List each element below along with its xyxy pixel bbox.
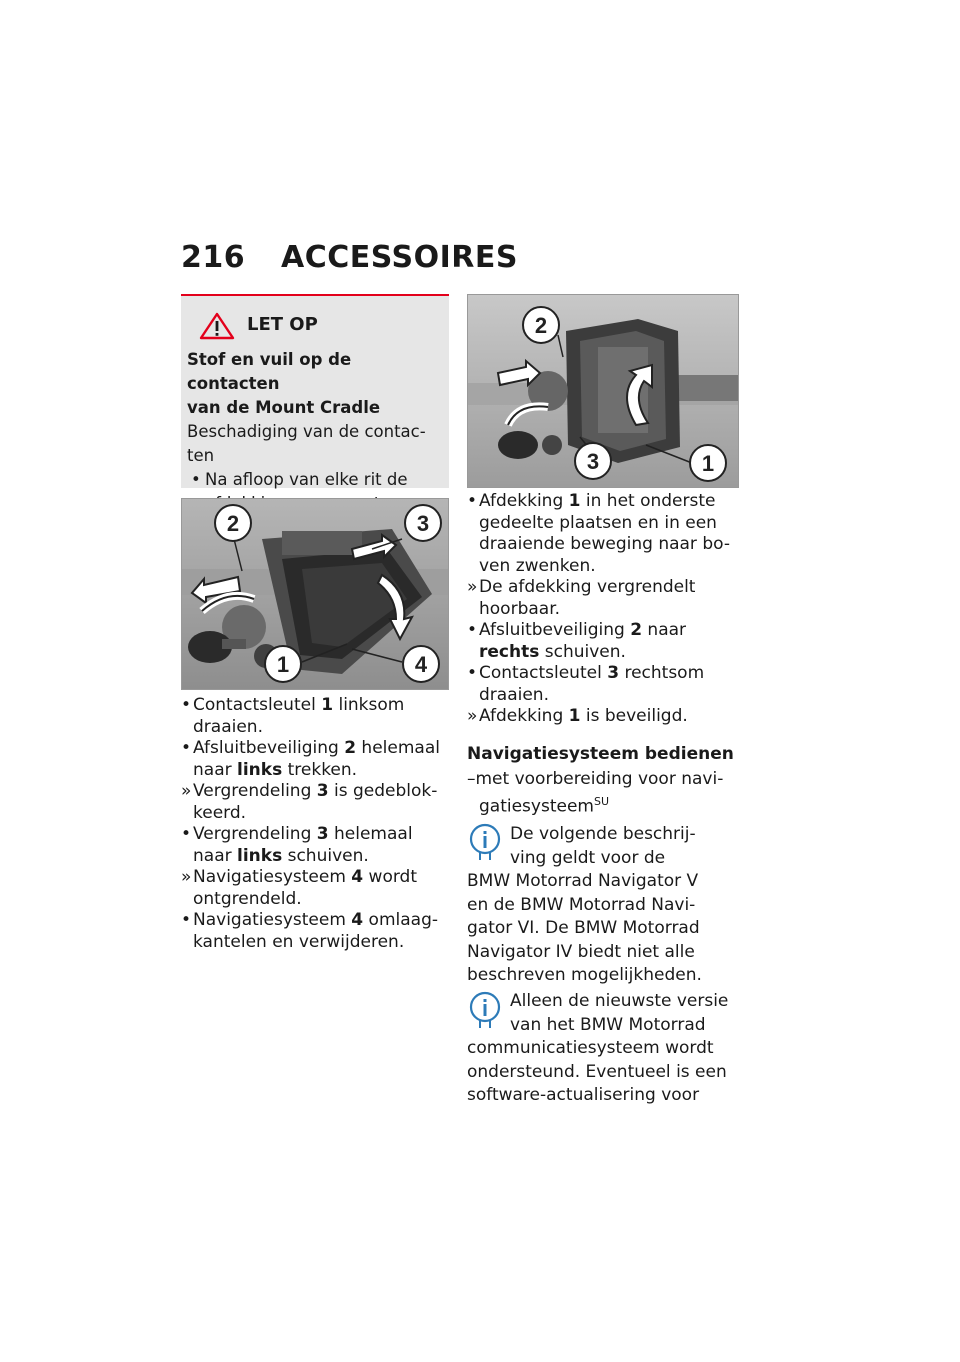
section-subtitle: –met voorbereiding voor navi- gatiesysteem$^{SU}$ xyxy=(467,769,724,817)
list-item: » Navigatiesysteem 4 wordt ontgrendeld. xyxy=(181,867,417,909)
figure1-label-4: 4 xyxy=(414,652,428,677)
list-item: » Vergrendeling 3 is gedeblok- keerd. xyxy=(181,781,438,823)
list-item: » Afdekking 1 is beveiligd. xyxy=(467,706,688,726)
left-step-list xyxy=(181,695,451,953)
list-item: • Contactsleutel 3 rechtsom draaien. xyxy=(467,663,705,705)
figure1-label-2: 2 xyxy=(226,511,240,536)
info-note-2: Alleen de nieuwste versie van het BMW Motorrad communicatiesysteem wordt ondersteund. Eventueel is een software-actualisering voor xyxy=(467,991,729,1105)
warning-consequence-line1: Beschadiging van de contac- xyxy=(187,422,426,441)
warning-consequence-line2: ten xyxy=(187,446,215,465)
list-item: • Afsluitbeveiliging 2 naar rechts schuiven. xyxy=(467,620,687,662)
chapter-title: ACCESSOIRES xyxy=(281,240,518,275)
figure-remove-navigator xyxy=(181,498,449,690)
figure2-label-3: 3 xyxy=(586,449,600,474)
figure2-label-1: 1 xyxy=(701,451,715,476)
equipment-code: SU xyxy=(593,794,610,808)
figure2-label-2: 2 xyxy=(534,313,548,338)
warning-action-line1: • Na afloop van elke rit de xyxy=(187,468,445,492)
warning-title-line2: van de Mount Cradle xyxy=(187,398,381,417)
list-item: • Afsluitbeveiliging 2 helemaal naar links trekken. xyxy=(181,738,440,780)
list-item: • Contactsleutel 1 linksom draaien. xyxy=(181,695,405,737)
page-number: 216 xyxy=(181,240,246,275)
page-header xyxy=(181,240,518,275)
warning-label: LET OP xyxy=(247,314,318,335)
list-item: » De afdekking vergrendelt hoorbaar. xyxy=(467,577,696,619)
right-step-list xyxy=(467,491,742,728)
figure1-label-3: 3 xyxy=(416,511,430,536)
warning-triangle-icon xyxy=(199,312,235,340)
list-item: • Navigatiesysteem 4 omlaag- kantelen en verwijderen. xyxy=(181,910,438,952)
warning-title-line1: Stof en vuil op de contacten xyxy=(187,350,352,393)
warning-box xyxy=(181,296,449,488)
figure-install-cover xyxy=(467,294,739,488)
figure1-label-1: 1 xyxy=(276,652,290,677)
list-item: • Afdekking 1 in het onderste gedeelte plaatsen en in een draaiende beweging naar bo- ven zwenken. xyxy=(467,491,730,576)
figure-remove-navigator-illustration xyxy=(182,499,448,689)
info-note-1: De volgende beschrij- ving geldt voor de BMW Motorrad Navigator V en de BMW Motorrad Navi- gator VI. De BMW Motorrad Navigator IV biedt niet alle beschreven mogelijkheden. xyxy=(467,824,702,985)
list-item: • Vergrendeling 3 helemaal naar links schuiven. xyxy=(181,824,413,866)
figure-install-cover-illustration xyxy=(468,295,738,487)
section-title: Navigatiesysteem bedienen xyxy=(467,744,734,764)
